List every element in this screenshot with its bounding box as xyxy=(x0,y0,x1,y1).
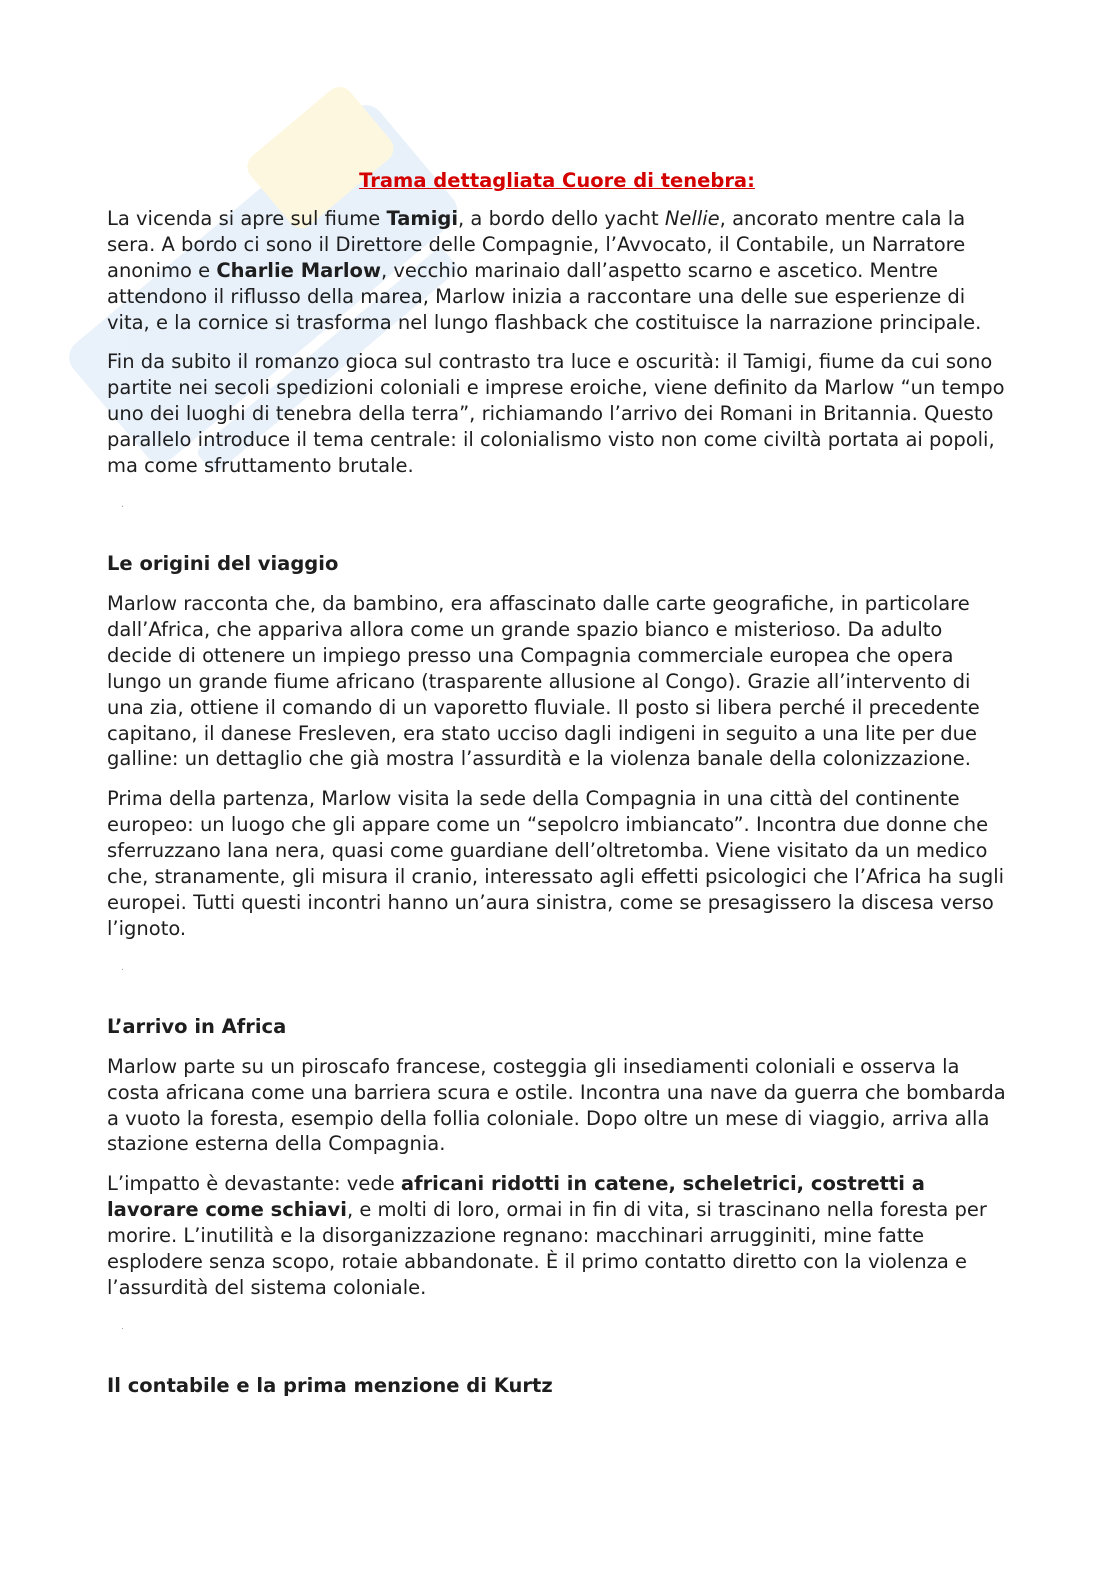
section-heading-contabile: Il contabile e la prima menzione di Kurtz xyxy=(107,1373,553,1397)
blank-line-marker: . xyxy=(121,499,124,510)
section-heading-arrivo: L’arrivo in Africa xyxy=(107,1014,287,1038)
section-heading-origini: Le origini del viaggio xyxy=(107,551,339,575)
blank-line-marker: . xyxy=(121,1321,124,1332)
intro-paragraph-1: La vicenda si apre sul fiume Tamigi, a bordo dello yacht Nellie, ancorato mentre cala la sera. A bordo ci sono il Direttore delle Compagnie, l’Avvocato, il Contabile, un Narratore anonimo e Charlie Marlow, vecchio marinaio dall’aspetto scarno e ascetico. Mentre attendono il riflusso della marea, Marlow inizia a raccontare una delle sue esperienze di vita, e la cornice si trasforma nel lungo flashback che costituisce la narrazione principale. xyxy=(107,206,982,334)
intro-paragraph-2: Fin da subito il romanzo gioca sul contrasto tra luce e oscurità: il Tamigi, fiume da cui sono partite nei secoli spedizioni coloniali e imprese eroiche, viene definito da Marlow “un tempo uno dei luoghi di tenebra della terra”, richiamando l’arrivo dei Romani in Britannia. Questo parallelo introduce il tema centrale: il colonialismo visto non come civiltà portata ai popoli, ma come sfruttamento brutale. xyxy=(107,350,1005,478)
blank-line-marker: . xyxy=(121,962,124,973)
document-page xyxy=(107,168,1007,1413)
origini-paragraph-2: Prima della partenza, Marlow visita la sede della Compagnia in una città del continente europeo: un luogo che gli appare come un “sepolcro imbiancato”. Incontra due donne che sferruzzano lana nera, quasi come guardiane dell’oltretomba. Viene visitato da un medico che, stranamente, gli misura il cranio, interessato agli effetti psicologici che l’Africa ha sugli europei. Tutti questi incontri hanno un’aura sinistra, come se presagissero la discesa verso l’ignoto. xyxy=(107,787,1005,940)
page-title: Trama dettagliata Cuore di tenebra: xyxy=(359,169,755,192)
schiavi-bold: africani ridotti in catene, scheletrici, costretti a lavorare come schiavi xyxy=(107,1172,925,1222)
arrivo-paragraph-2: L’impatto è devastante: vede africani ridotti in catene, scheletrici, costretti a lavorare come schiavi, e molti di loro, ormai in fin di vita, si trascinano nella foresta per morire. L’inutilità e la disorganizzazione regnano: macchinari arrugginiti, mine fatte esplodere senza scopo, rotaie abbandonate. È il primo contatto diretto con la violenza e l’assurdità del sistema coloniale. xyxy=(107,1172,987,1299)
marlow-bold: Charlie Marlow xyxy=(216,258,381,282)
tamigi-bold: Tamigi xyxy=(386,206,459,230)
arrivo-paragraph-1: Marlow parte su un piroscafo francese, costeggia gli insediamenti coloniali e osserva la costa africana come una barriera scura e ostile. Incontra una nave da guerra che bombarda a vuoto la foresta, esempio della follia coloniale. Dopo oltre un mese di viaggio, arriva alla stazione esterna della Compagnia. xyxy=(107,1054,1006,1156)
origini-paragraph-1: Marlow racconta che, da bambino, era affascinato dalle carte geografiche, in particolare dall’Africa, che appariva allora come un grande spazio bianco e misterioso. Da adulto decide di ottenere un impiego presso una Compagnia commerciale europea che opera lungo un grande fiume africano (trasparente allusione al Congo). Grazie all’intervento di una zia, ottiene il comando di un vaporetto fluviale. Il posto si libera perché il precedente capitano, il danese Fresleven, era stato ucciso dagli indigeni in seguito a una lite per due galline: un dettaglio che già mostra l’assurdità e la violenza banale della colonizzazione. xyxy=(107,591,980,771)
nellie-italic: Nellie xyxy=(664,206,720,230)
